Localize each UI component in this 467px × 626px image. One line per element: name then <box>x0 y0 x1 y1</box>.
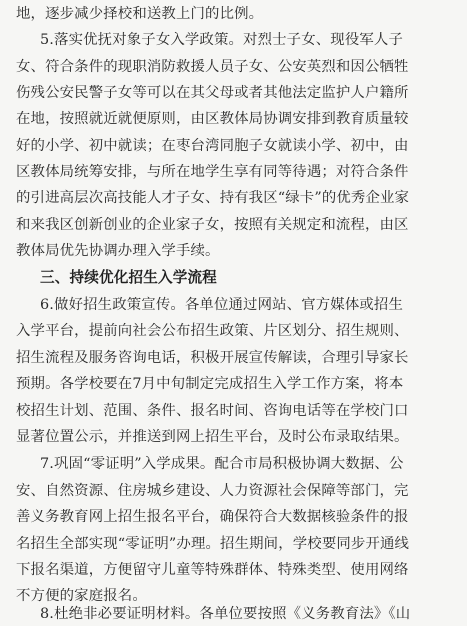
item-5-line-7: 的引进高层次高技能人才子女、持有我区“绿卡”的优秀企业家 <box>16 190 410 206</box>
item-7-line-5: 下报名渠道，方便留守儿童等特殊群体、特殊类型、使用网络 <box>16 562 409 578</box>
item-5-line-4: 在地，按照就近就便原则，由区教体局协调安排到教育质量较 <box>16 111 409 127</box>
item-6-line-3: 招生流程及服务咨询电话，积极开展宣传解读，合理引导家长 <box>16 350 409 366</box>
item-5-line-8: 和来我区创新创业的企业家子女，按照有关规定和流程，由区 <box>16 217 409 233</box>
item-6-line-5: 校招生计划、范围、条件、报名时间、咨询电话等在学校门口 <box>16 403 409 419</box>
item-6-line-4: 预期。各学校要在7月中旬制定完成招生入学工作方案，将本 <box>16 376 404 392</box>
item-7-line-2: 安、自然资源、住房城乡建设、人力资源社会保障等部门，完 <box>16 483 409 499</box>
item-6-line-6: 显著位置公示，并推送到网上招生平台，及时公布录取结果。 <box>16 429 409 445</box>
item-8-line-1: 8.杜绝非必要证明材料。各单位要按照《义务教育法》《山 <box>40 606 411 622</box>
section-3-heading: 三、持续优化招生入学流程 <box>40 269 217 286</box>
item-7-line-3: 善义务教育网上招生报名平台，确保符合大数据核验条件的报 <box>16 509 409 525</box>
item-5-line-3: 伤残公安民警子女等可以在其父母或者其他法定监护人户籍所 <box>16 85 409 101</box>
item-5-line-5: 好的小学、初中就读；在枣台湾同胞子女就读小学、初中，由 <box>16 138 409 154</box>
item-5-line-2: 女、符合条件的现职消防救援人员子女、公安英烈和因公牺牲 <box>16 59 409 75</box>
item-5-line-6: 区教体局统筹安排，与所在地学生享有同等待遇；对符合条件 <box>16 164 409 180</box>
item-6-line-2: 入学平台，提前向社会公布招生政策、片区划分、招生规则、 <box>16 323 409 339</box>
item-6-line-1: 6.做好招生政策宣传。各单位通过网站、官方媒体或招生 <box>40 297 404 313</box>
item-5-line-1: 5.落实优抚对象子女入学政策。对烈士子女、现役军人子 <box>40 32 404 48</box>
item-7-line-6: 不方便的家庭报名。 <box>16 588 147 604</box>
item-7-line-1: 7.巩固“零证明”入学成果。配合市局积极协调大数据、公 <box>40 456 404 472</box>
item-5-line-9: 教体局优先协调办理入学手续。 <box>16 243 220 259</box>
paragraph-4-line-3: 地，逐步减少择校和送教上门的比例。 <box>16 6 264 22</box>
item-7-line-4: 名招生全部实现“零证明”办理。招生期间，学校要同步开通线 <box>16 536 410 552</box>
